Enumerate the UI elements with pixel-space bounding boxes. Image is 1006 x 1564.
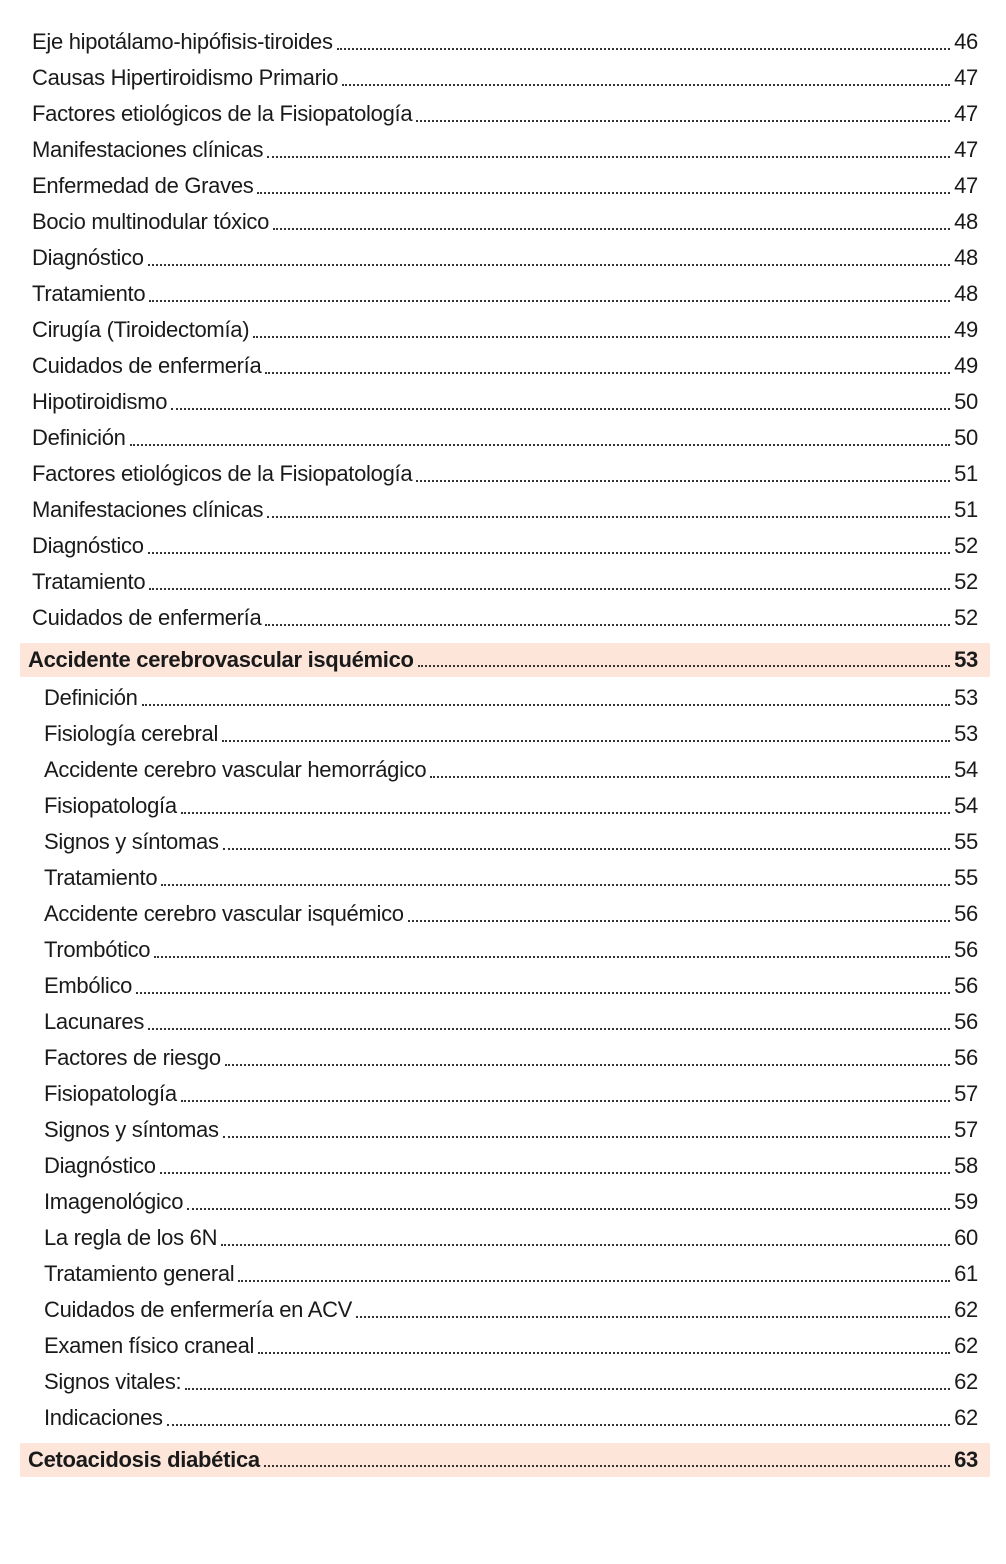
toc-entry-page-number: 51 (954, 497, 978, 522)
toc-entry[interactable] (20, 752, 990, 788)
toc-entry-page-number: 52 (954, 569, 978, 594)
toc-entry[interactable] (20, 348, 990, 384)
dot-leader (149, 588, 950, 590)
toc-entry-title: Cuidados de enfermería en ACV (44, 1297, 353, 1322)
toc-entry-page-number: 47 (954, 65, 978, 90)
toc-entry-page-number: 53 (954, 647, 978, 672)
toc-entry[interactable] (20, 420, 990, 456)
toc-entry[interactable] (20, 1040, 990, 1076)
toc-entry-page-number: 53 (954, 685, 978, 710)
dot-leader (418, 665, 950, 667)
dot-leader (265, 624, 950, 626)
dot-leader (416, 480, 950, 482)
toc-entry-page-number: 47 (954, 101, 978, 126)
toc-entry-title: Fisiopatología (44, 793, 177, 818)
dot-leader (267, 156, 950, 158)
toc-entry-title: Fisiopatología (44, 1081, 177, 1106)
toc-entry[interactable] (20, 528, 990, 564)
toc-entry-title: Trombótico (44, 937, 151, 962)
table-of-contents (20, 24, 990, 1480)
toc-entry-title: Factores de riesgo (44, 1045, 221, 1070)
toc-entry[interactable] (20, 716, 990, 752)
toc-entry-page-number: 49 (954, 353, 978, 378)
toc-entry-title: Tratamiento general (44, 1261, 235, 1286)
toc-entry[interactable] (20, 564, 990, 600)
toc-entry-title: Fisiología cerebral (44, 721, 219, 746)
dot-leader (160, 1172, 950, 1174)
toc-entry-page-number: 61 (954, 1261, 978, 1286)
toc-entry[interactable] (20, 1220, 990, 1256)
toc-entry-page-number: 48 (954, 281, 978, 306)
dot-leader (171, 408, 950, 410)
toc-entry[interactable] (20, 1076, 990, 1112)
dot-leader (408, 920, 950, 922)
dot-leader (154, 956, 950, 958)
toc-entry-page-number: 48 (954, 245, 978, 270)
dot-leader (181, 812, 950, 814)
dot-leader (167, 1424, 950, 1426)
toc-entry[interactable] (20, 968, 990, 1004)
toc-entry-title: Diagnóstico (44, 1153, 156, 1178)
toc-entry-page-number: 56 (954, 1045, 978, 1070)
toc-entry[interactable] (20, 24, 990, 60)
toc-entry-title: Signos vitales: (44, 1369, 182, 1394)
toc-entry[interactable] (20, 860, 990, 896)
toc-entry-title: Bocio multinodular tóxico (32, 209, 270, 234)
toc-entry-title: Cuidados de enfermería (32, 605, 262, 630)
toc-section-heading[interactable] (20, 643, 990, 677)
toc-entry[interactable] (20, 1364, 990, 1400)
toc-entry[interactable] (20, 1184, 990, 1220)
toc-entry-title: Signos y síntomas (44, 829, 219, 854)
toc-entry-title: Factores etiológicos de la Fisiopatología (32, 101, 413, 126)
toc-entry-page-number: 47 (954, 137, 978, 162)
toc-entry-page-number: 47 (954, 173, 978, 198)
dot-leader (148, 1028, 950, 1030)
dot-leader (142, 704, 950, 706)
dot-leader (416, 120, 950, 122)
toc-entry-title: Definición (32, 425, 126, 450)
dot-leader (187, 1208, 950, 1210)
toc-entry[interactable] (20, 896, 990, 932)
toc-entry-title: Factores etiológicos de la Fisiopatología (32, 461, 413, 486)
toc-entry-title: Diagnóstico (32, 245, 144, 270)
dot-leader (253, 336, 950, 338)
toc-entry-page-number: 52 (954, 605, 978, 630)
toc-entry-title: Imagenológico (44, 1189, 184, 1214)
toc-entry[interactable] (20, 384, 990, 420)
toc-entry-page-number: 60 (954, 1225, 978, 1250)
toc-entry-page-number: 53 (954, 721, 978, 746)
toc-entry-page-number: 56 (954, 901, 978, 926)
dot-leader (221, 1244, 950, 1246)
dot-leader (430, 776, 950, 778)
toc-entry-page-number: 51 (954, 461, 978, 486)
toc-entry-title: Cuidados de enfermería (32, 353, 262, 378)
toc-entry-page-number: 50 (954, 389, 978, 414)
dot-leader (264, 1465, 950, 1467)
toc-entry-page-number: 56 (954, 973, 978, 998)
toc-entry-page-number: 62 (954, 1369, 978, 1394)
toc-entry[interactable] (20, 96, 990, 132)
toc-entry-title: Tratamiento (44, 865, 158, 890)
toc-entry-title: Examen físico craneal (44, 1333, 255, 1358)
dot-leader (273, 228, 950, 230)
toc-entry-page-number: 62 (954, 1333, 978, 1358)
dot-leader (148, 264, 950, 266)
toc-entry[interactable] (20, 492, 990, 528)
dot-leader (265, 372, 950, 374)
toc-entry[interactable] (20, 932, 990, 968)
toc-entry-title: Manifestaciones clínicas (32, 137, 264, 162)
toc-entry-title: Manifestaciones clínicas (32, 497, 264, 522)
toc-entry-page-number: 59 (954, 1189, 978, 1214)
toc-entry-page-number: 62 (954, 1297, 978, 1322)
toc-entry[interactable] (20, 1004, 990, 1040)
toc-entry-page-number: 56 (954, 1009, 978, 1034)
toc-entry[interactable] (20, 60, 990, 96)
dot-leader (223, 848, 950, 850)
toc-entry-page-number: 54 (954, 793, 978, 818)
dot-leader (225, 1064, 950, 1066)
toc-entry-page-number: 46 (954, 29, 978, 54)
toc-entry[interactable] (20, 1292, 990, 1328)
toc-entry-page-number: 48 (954, 209, 978, 234)
toc-entry[interactable] (20, 204, 990, 240)
dot-leader (149, 300, 950, 302)
toc-entry-page-number: 52 (954, 533, 978, 558)
toc-entry-page-number: 63 (954, 1447, 978, 1472)
toc-entry-title: Tratamiento (32, 569, 146, 594)
dot-leader (267, 516, 950, 518)
toc-entry[interactable] (20, 132, 990, 168)
dot-leader (223, 1136, 950, 1138)
dot-leader (356, 1316, 950, 1318)
toc-entry-title: Accidente cerebro vascular isquémico (44, 901, 404, 926)
toc-entry-page-number: 57 (954, 1081, 978, 1106)
toc-entry[interactable] (20, 168, 990, 204)
toc-entry-page-number: 62 (954, 1405, 978, 1430)
toc-entry-title: Diagnóstico (32, 533, 144, 558)
dot-leader (130, 444, 950, 446)
toc-entry-page-number: 49 (954, 317, 978, 342)
dot-leader (342, 84, 950, 86)
toc-entry-title: Cetoacidosis diabética (28, 1447, 260, 1472)
toc-entry-page-number: 50 (954, 425, 978, 450)
toc-entry[interactable] (20, 240, 990, 276)
toc-entry-title: Embólico (44, 973, 133, 998)
toc-entry-title: Signos y síntomas (44, 1117, 219, 1142)
toc-entry-page-number: 56 (954, 937, 978, 962)
dot-leader (222, 740, 950, 742)
toc-entry[interactable] (20, 1256, 990, 1292)
toc-entry[interactable] (20, 456, 990, 492)
toc-entry-page-number: 55 (954, 865, 978, 890)
toc-entry[interactable] (20, 312, 990, 348)
toc-entry-title: Eje hipotálamo-hipófisis-tiroides (32, 29, 333, 54)
toc-entry[interactable] (20, 1400, 990, 1436)
toc-entry[interactable] (20, 1328, 990, 1364)
dot-leader (258, 1352, 950, 1354)
dot-leader (257, 192, 950, 194)
toc-entry-page-number: 57 (954, 1117, 978, 1142)
toc-entry-title: Enfermedad de Graves (32, 173, 254, 198)
dot-leader (161, 884, 950, 886)
toc-entry-title: Lacunares (44, 1009, 145, 1034)
toc-entry[interactable] (20, 1112, 990, 1148)
dot-leader (238, 1280, 950, 1282)
toc-entry-title: Tratamiento (32, 281, 146, 306)
dot-leader (185, 1388, 950, 1390)
toc-entry-title: Cirugía (Tiroidectomía) (32, 317, 250, 342)
toc-entry-title: Definición (44, 685, 138, 710)
toc-entry-page-number: 58 (954, 1153, 978, 1178)
dot-leader (337, 48, 950, 50)
toc-entry[interactable] (20, 600, 990, 636)
dot-leader (136, 992, 950, 994)
toc-entry-title: Indicaciones (44, 1405, 163, 1430)
toc-entry[interactable] (20, 1148, 990, 1184)
toc-entry-page-number: 54 (954, 757, 978, 782)
toc-entry[interactable] (20, 788, 990, 824)
toc-entry[interactable] (20, 276, 990, 312)
toc-entry-title: Accidente cerebro vascular hemorrágico (44, 757, 427, 782)
toc-entry-page-number: 55 (954, 829, 978, 854)
toc-section-heading[interactable] (20, 1443, 990, 1477)
dot-leader (148, 552, 950, 554)
toc-entry-title: Accidente cerebrovascular isquémico (28, 647, 414, 672)
toc-entry[interactable] (20, 680, 990, 716)
toc-entry-title: Hipotiroidismo (32, 389, 168, 414)
dot-leader (181, 1100, 950, 1102)
toc-entry-title: Causas Hipertiroidismo Primario (32, 65, 339, 90)
toc-entry-title: La regla de los 6N (44, 1225, 218, 1250)
toc-entry[interactable] (20, 824, 990, 860)
